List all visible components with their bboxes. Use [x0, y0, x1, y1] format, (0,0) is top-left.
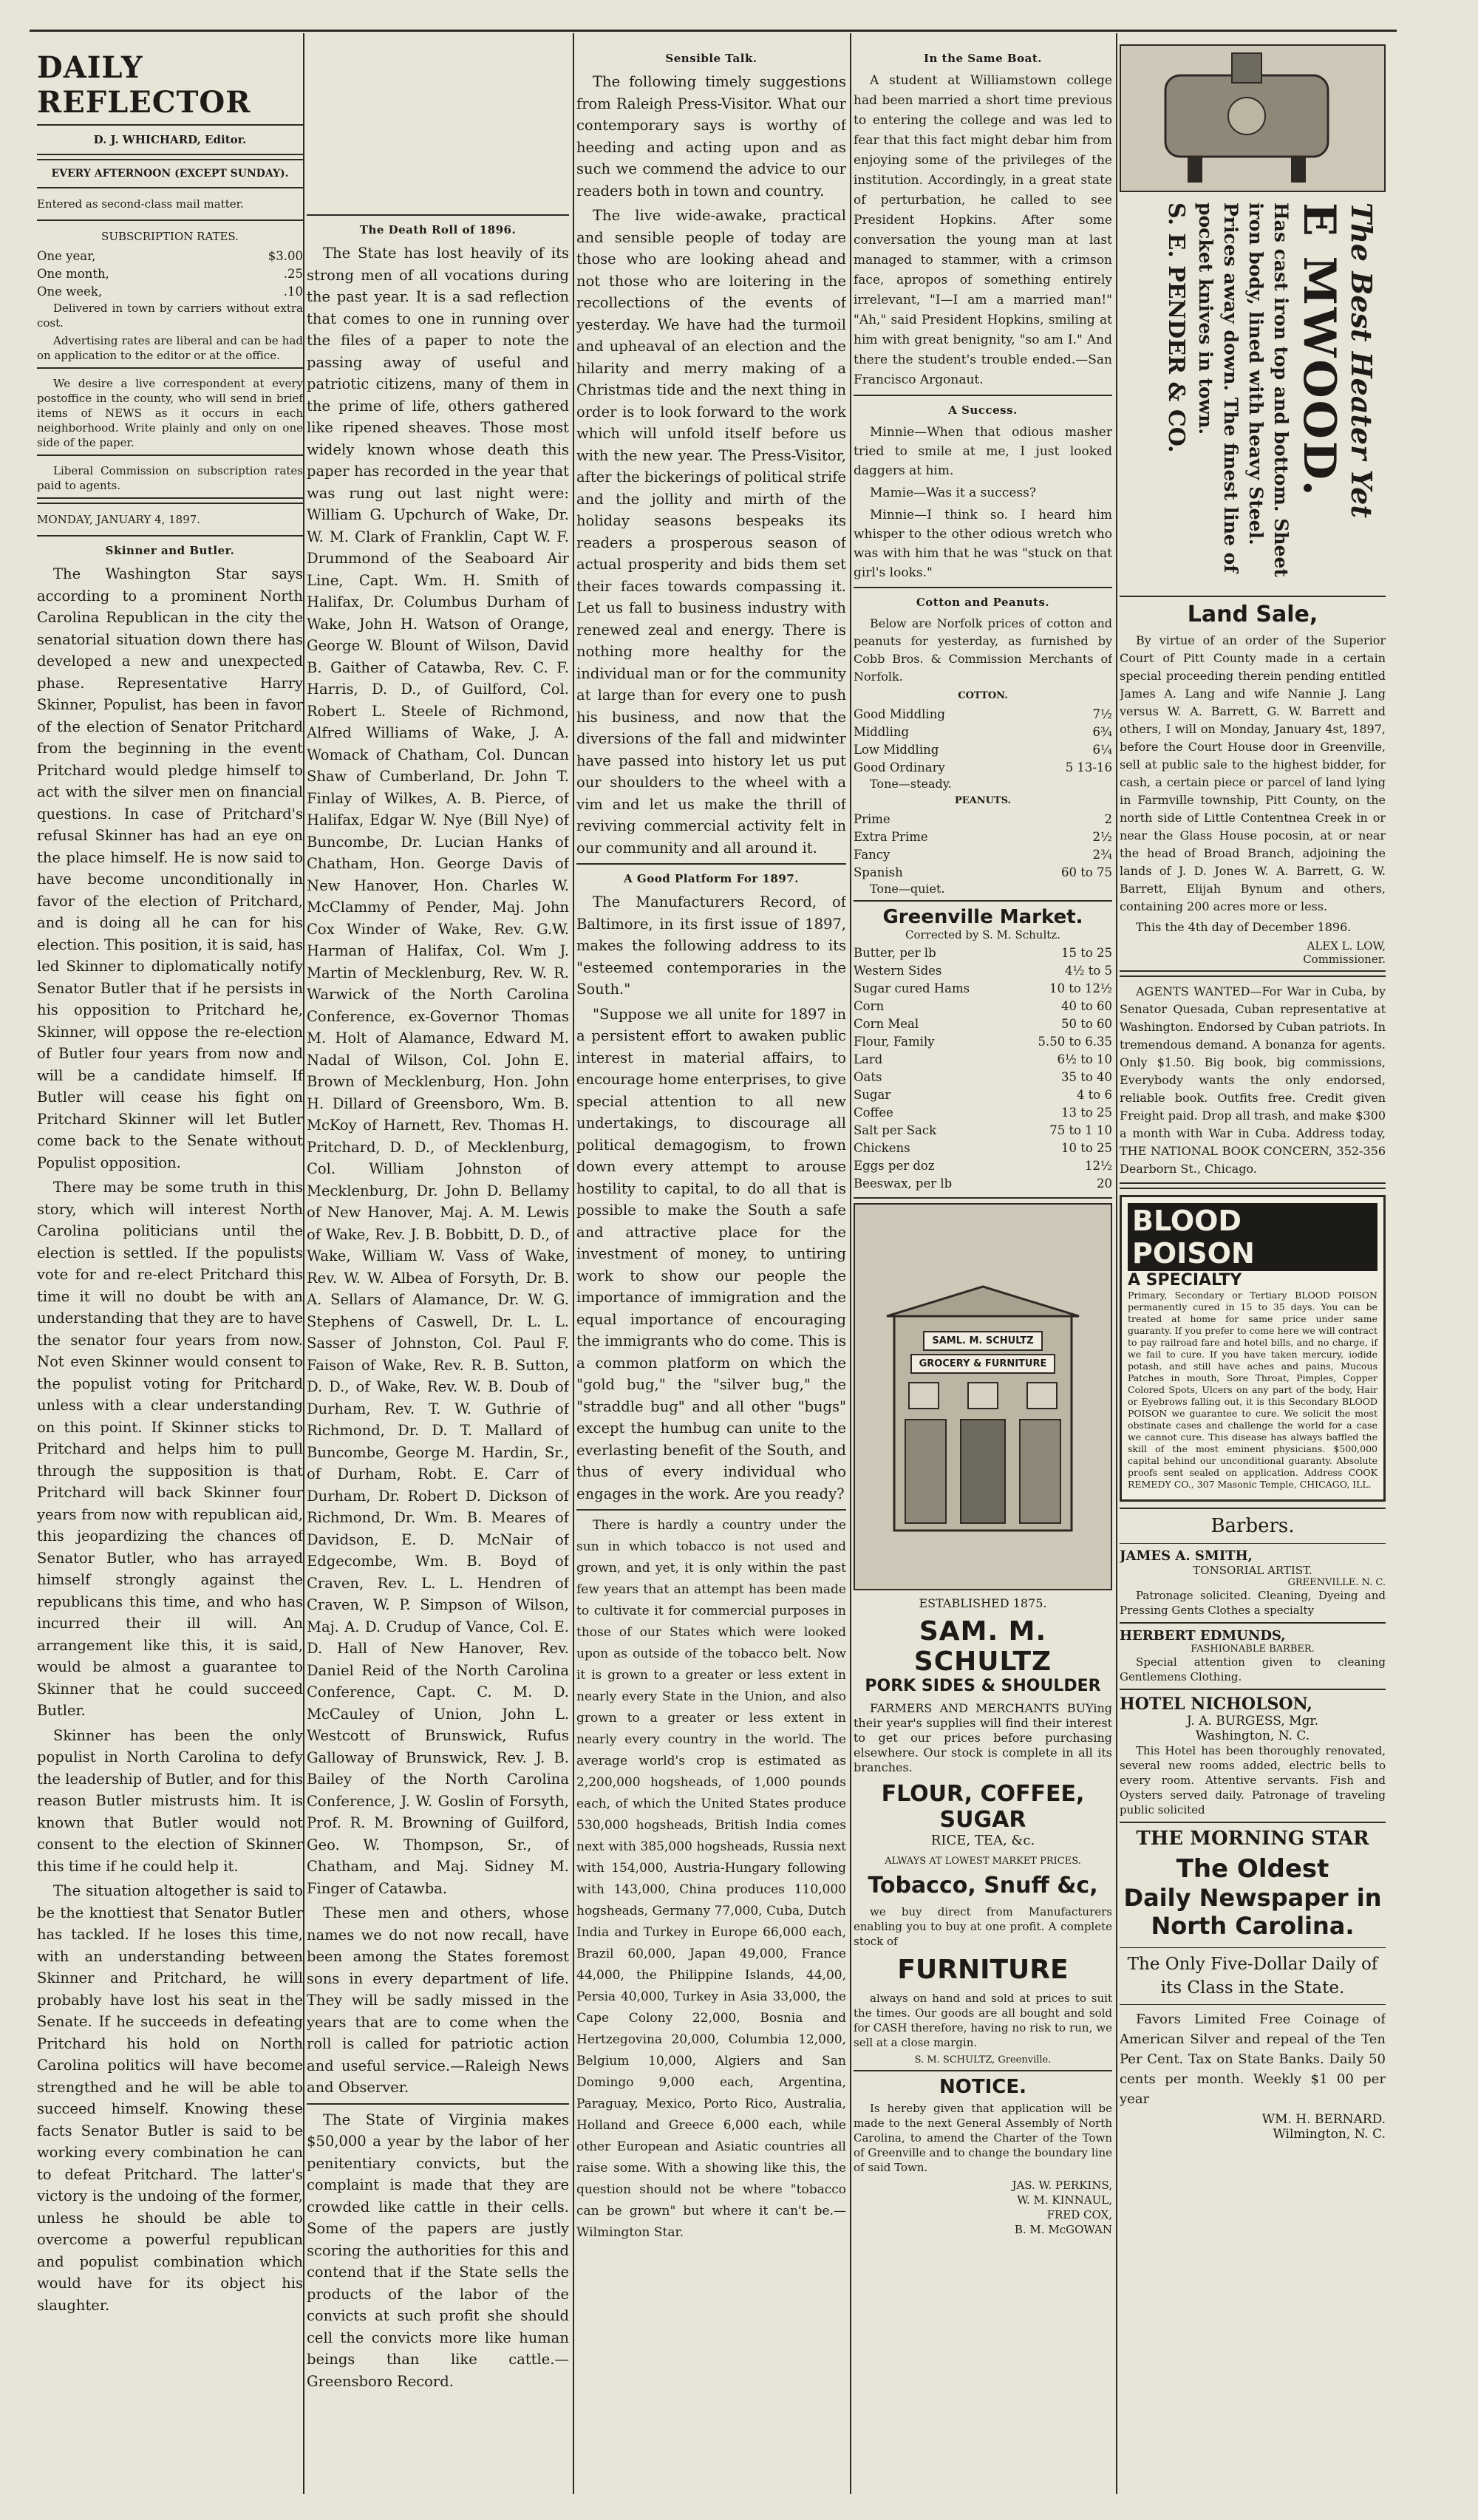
store-sign: SAML. M. SCHULTZ [923, 1331, 1042, 1351]
table-row: Extra Prime 2½ [854, 830, 1112, 844]
article-title: The Death Roll of 1896. [359, 223, 517, 236]
schultz-sig: S. M. SCHULTZ, Greenville. [914, 2054, 1052, 2066]
schultz-rice: RICE, TEA, &c. [930, 1833, 1035, 1848]
morning-star-title: THE MORNING STAR [1136, 1828, 1369, 1850]
table-row: Butter, per lb 15 to 25 [854, 946, 1112, 960]
subscription-heading: SUBSCRIPTION RATES. [101, 230, 239, 243]
barbers-title: Barbers. [1210, 1515, 1295, 1537]
article-title: A Good Platform For 1897. [624, 872, 799, 885]
table-row: Western Sides 4½ to 5 [854, 964, 1112, 978]
heater-line-3: Has cast iron top and bottom. Sheet iron body, lined with heavy Steel. Prices away down. The finest line of pocket knives in town. [1195, 202, 1292, 577]
land-sale-signer: ALEX L. LOW, [1307, 939, 1386, 953]
signer: B. M. McGOWAN [1014, 2223, 1112, 2236]
editor-line: D. J. WHICHARD, Editor. [93, 133, 247, 146]
table-row: Chickens 10 to 25 [854, 1141, 1112, 1155]
article-paragraph: The Washington Star says according to a prominent North Carolina Republican in the city the senatorial situation down there has developed a new and unexpected phase. Representative Harry Skinner, Populist, has been in favor of the election of Senator Pritchard from the beginning in the event Pritchard would pledge himself to act with the silver men on financial questions. In case of Pritchard's refusal Skinner has had an eye on the place himself. He is now said to have become unconditionally in favor of the election of Pritchard, and is doing all he can for his election. This position, it is said, has led Skinner to diplomatically notify Senator Butler that if he persists in his opposition to Pritchard he, Skinner, will oppose the re-election of Butler four years from now and will be a candidate himself. If Butler will cease his fight on Pritchard Skinner will let Butler come back to the Senate without Populist opposition. [37, 565, 303, 1171]
column-5 [1120, 44, 1386, 2490]
heater-text [1120, 192, 1386, 591]
barber-smith-role: TONSORIAL ARTIST. [1193, 1564, 1312, 1577]
schultz-ad [854, 1203, 1112, 2066]
article-paragraph: Minnie—I think so. I heard him whisper to the other odious wretch who was with him that he was "stuck on that girl's looks." [854, 508, 1112, 580]
table-row: Prime 2 [854, 812, 1112, 826]
table-row: Lard 6½ to 10 [854, 1052, 1112, 1066]
heater-line-4: S. E. PENDER & CO. [1163, 202, 1189, 453]
morning-star-oldest: The Oldest [1176, 1854, 1329, 1884]
table-row: Spanish 60 to 75 [854, 865, 1112, 879]
rate-row: One month, .25 [37, 267, 303, 281]
greenville-market-by: Corrected by S. M. Schultz. [905, 928, 1060, 941]
dateline: MONDAY, JANUARY 4, 1897. [37, 513, 201, 526]
heater-illustration [1120, 44, 1386, 192]
column-rule [303, 33, 304, 2494]
article-paragraph: Minnie—When that odious masher tried to smile at me, I just looked daggers at him. [854, 425, 1112, 478]
stove-icon [1121, 46, 1384, 191]
morning-star-favors: Favors Limited Free Coinage of American Silver and repeal of the Ten Per Cent. Tax on State Banks. Daily 50 cents per month. Weekly $1 00 per year [1120, 2012, 1386, 2107]
notice-title: NOTICE. [939, 2076, 1026, 2098]
article-paragraph: The situation altogether is said to be the knottiest that Senator Butler has tackled. If he loses this time, with an understanding between Skinner and Pritchard, he will probably have lost his seat in the Senate. If he succeeds in defeating Pritchard his hold on North Carolina politics will have become strengthed and he will be able to succeed himself. Knowing these facts Senator Butler is said to be working every combination he can to defeat Pritchard. The latter's victory is the undoing of the former, unless he should be able to overcome a powerful republican and populist combination which would have for its object his slaughter. [37, 1882, 303, 2314]
entered-line: Entered as second-class mail matter. [37, 197, 244, 211]
blood-poison-title: BLOOD POISON [1128, 1203, 1377, 1271]
article-title: Sensible Talk. [665, 52, 757, 65]
table-row: Good Ordinary 5 13-16 [854, 760, 1112, 774]
article-paragraph: A student at Williamstown college had been married a short time previous to entering the college and was led to fear that this fact might debar him from enjoying some of the privileges of the institution. Accordingly, in a great state of perturbation, he called to see President Hopkins. After some conversation the young man at last managed to stammer, with a crimson face, apropos of something entirely irrelevant, "I—I am a married man!" "Ah," said President Hopkins, smiling at him with great benignity, "so am I." And there the student's trouble ended.—San Francisco Argonaut. [854, 73, 1112, 387]
table-row: Sugar 4 to 6 [854, 1088, 1112, 1102]
cotton-heading: COTTON. [958, 690, 1008, 701]
cotton-table [854, 706, 1112, 777]
store-illustration [854, 1203, 1112, 1590]
article-paragraph: Skinner has been the only populist in North Carolina to defy the leadership of Butler, and for this reason Butler mistrusts him. It is known that Butler would not consent to the election of Skinner this time if he could help it. [37, 1726, 303, 1875]
signer: FRED COX, [1046, 2208, 1112, 2221]
schultz-tobacco: Tobacco, Snuff &c, [868, 1873, 1098, 1898]
land-sale-text: By virtue of an order of the Superior Court of Pitt County made in a certain special proceeding therein pending entitled James A. Lang and wife Nannie J. Lang versus W. A. Barrett, G. W. Barrett and others, I will on Monday, January 4st, 1897, before the Court House door in Greenville, sell at public sale to the highest bidder, for cash, a certain piece or parcel of land lying in Farmville township, Pitt County, on the north side of Little Contentnea Creek in or near the Glass House pocosin, at or near the head of Broad Branch, adjoining the lands of J. D. Jones W. A. Barrett, G. W. Barrett, Elijah Bynum and others, containing 200 acres more or less. [1120, 633, 1386, 913]
table-row: Coffee 13 to 25 [854, 1106, 1112, 1120]
schedule-line: EVERY AFTERNOON (EXCEPT SUNDAY). [51, 168, 289, 180]
signer: W. M. KINNAUL, [1017, 2193, 1112, 2207]
commission-note: Liberal Commission on subscription rates paid to agents. [37, 464, 303, 492]
schultz-furniture: FURNITURE [897, 1955, 1069, 1985]
hotel-text: This Hotel has been thoroughly renovated, several new rooms added, electric bells to every room. Attentive servants. Fish and Oysters served daily. Patronage of traveling public solicited [1120, 1744, 1386, 1816]
heater-line-2: E MWOOD. [1293, 202, 1345, 498]
land-sale-role: Commissioner. [1303, 953, 1386, 966]
column-rule [1116, 33, 1117, 2494]
morning-star-town: Wilmington, N. C. [1273, 2127, 1386, 2142]
cotton-tone: Tone—steady. [870, 777, 952, 791]
table-row: Corn 40 to 60 [854, 999, 1112, 1013]
article-paragraph: The State of Virginia makes $50,000 a year by the labor of her penitentiary convicts, but the complaint is made that they are crowded like cattle in their cells. Some of the papers are justly scoring the authorities for this and contend that if the State sells the products of the labor of the convicts at such profit she should cell the convicts more like human beings than like cattle.—Greensboro Record. [307, 2111, 569, 2390]
barber-edmunds-role: FASHIONABLE BARBER. [1191, 1644, 1315, 1655]
blood-poison-specialty: A SPECIALTY [1128, 1271, 1242, 1290]
article-paragraph: Mamie—Was it a success? [870, 486, 1036, 500]
schultz-buy: we buy direct from Manufacturers enabling you to buy at one profit. A complete stock of [854, 1905, 1112, 1948]
peanuts-tone: Tone—quiet. [870, 882, 945, 896]
column-3 [576, 44, 846, 2490]
store-sign-sub: GROCERY & FURNITURE [910, 1354, 1056, 1374]
schultz-name: SAM. M. SCHULTZ [913, 1616, 1052, 1677]
morning-star-nc: North Carolina. [1151, 1912, 1355, 1940]
correspondent-note: We desire a live correspondent at every postoffice in the county, who will send in brief items of NEWS as it occurs in each neighborhood. Write plainly and only on one side of the paper. [37, 377, 303, 449]
rate-row: One year, $3.00 [37, 249, 303, 263]
peanuts-heading: PEANUTS. [954, 795, 1012, 806]
market-intro: Below are Norfolk prices of cotton and peanuts for yesterday, as furnished by Cobb Bros. & Commission Merchants of Norfolk. [854, 616, 1112, 684]
table-row: Low Middling 6¼ [854, 743, 1112, 757]
column-1 [37, 44, 303, 2490]
greenville-table [854, 944, 1112, 1193]
table-row: Sugar cured Hams 10 to 12½ [854, 981, 1112, 995]
table-row: Middling 6¾ [854, 725, 1112, 739]
morning-star-only: The Only Five-Dollar Daily of its Class in the State. [1127, 1955, 1378, 1998]
schultz-flour: FLOUR, COFFEE, SUGAR [881, 1781, 1085, 1833]
rate-row: One week, .10 [37, 285, 303, 299]
market-title: Cotton and Peanuts. [916, 596, 1050, 609]
table-row: Fancy 2¾ [854, 848, 1112, 862]
article-title: A Success. [948, 403, 1018, 417]
heater-ad [1120, 44, 1386, 591]
morning-star-sig: WM. H. BERNARD. [1261, 2112, 1386, 2127]
heater-line-1: The Best Heater Yet [1345, 202, 1378, 519]
morning-star-daily: Daily Newspaper in [1123, 1884, 1382, 1912]
delivery-note: Delivered in town by carriers without extra cost. [37, 302, 303, 330]
article-paragraph: "Suppose we all unite for 1897 in a persistent effort to awaken public interest in material affairs, to encourage home enterprises, to give special attention to all new undertakings, to discourage all political demagogism, to frown down every attempt to arouse hostility to capital, to do all that is possible to make the South a safe and attractive place for the investment of money, to untiring work to show our people the importance of immigration and the equal importance of encouraging the immigrants who do come. This is a common platform on which the "gold bug," the "silver bug," the "straddle bug" and all other "bugs" except the humbug can unite to the everlasting benefit of the South, and thus of every individual who engages in the work. Are you ready? [576, 1005, 846, 1502]
blood-poison-text: Primary, Secondary or Tertiary BLOOD POISON permanently cured in 15 to 35 days. You can be treated at home for same price under same guaranty. If you prefer to come here we will contract to pay railroad fare and hotel bills, and no charge, if we fail to cure. If you have taken mercury, iodide potash, and still have aches and pains, Mucous Patches in mouth, Sore Throat, Pimples, Copper Colored Spots, Ulcers on any part of the body, Hair or Eyebrows falling out, it is this Secondary BLOOD POISON we guarantee to cure. We solicit the most obstinate cases and challenge the world for a case we cannot cure. This disease has always baffled the skill of the most eminent physicians. $500,000 capital behind our unconditional guaranty. Absolute proofs sent sealed on application. Address COOK REMEDY CO., 307 Masonic Temple, CHICAGO, ILL. [1128, 1290, 1377, 1490]
schultz-hand: always on hand and sold at prices to suit the times. Our goods are all bought and sold for CASH therefore, having no risk to run, we sell at a close margin. [854, 1992, 1112, 2049]
notice-text: Is hereby given that application will be made to the next General Assembly of North Carolina, to amend the Charter of the Town of Greenville and to change the boundary line of said Town. [854, 2102, 1112, 2174]
established-line: ESTABLISHED 1875. [919, 1596, 1047, 1610]
hotel-manager: J. A. BURGESS, Mgr. [1186, 1714, 1319, 1729]
table-row: Flour, Family 5.50 to 6.35 [854, 1035, 1112, 1049]
schultz-lowest: ALWAYS AT LOWEST MARKET PRICES. [885, 1856, 1081, 1867]
table-row: Corn Meal 50 to 60 [854, 1017, 1112, 1031]
column-rule [850, 33, 851, 2494]
article-paragraph: These men and others, whose names we do not now recall, have been among the States foremost sons in every department of life. They will be sadly missed in the years that are to come when the roll is called for patriotic action and useful service.—Raleigh News and Observer. [307, 1904, 569, 2096]
column-2 [307, 44, 569, 2490]
greenville-market-title: Greenville Market. [882, 906, 1083, 928]
article-title: Skinner and Butler. [105, 544, 235, 557]
table-row: Good Middling 7½ [854, 707, 1112, 721]
column-4 [854, 44, 1112, 2490]
table-row: Beeswax, per lb 20 [854, 1176, 1112, 1191]
land-sale-date: This the 4th day of December 1896. [1136, 920, 1352, 934]
table-row: Eggs per doz 12½ [854, 1159, 1112, 1173]
notice-signers [854, 2178, 1112, 2237]
table-row: Oats 35 to 40 [854, 1070, 1112, 1084]
barber-smith-name: JAMES A. SMITH, [1120, 1548, 1253, 1564]
barber-edmunds-text: Special attention given to cleaning Gentlemens Clothing. [1120, 1655, 1386, 1683]
peanuts-table [854, 811, 1112, 882]
storefront-icon [872, 1272, 1094, 1538]
article-paragraph: There may be some truth in this story, which will interest North Carolina politicians until the election is settled. If the populists vote for and re-elect Pritchard this time it will no doubt be with an understanding that they are to have the senator four years from now. Not even Skinner would consent to the populist voting for Pritchard unless with a clear understanding on this point. If Skinner sticks to Pritchard and helps him to pull through the supposition is that Pritchard will back Skinner four years from now with republican aid, this jeopardizing the chances of Senator Butler, who has arrayed himself strongly against the republicans this time, and who has incurred their ill will. An arrangement like this, it is said, would be almost a guarantee to Skinner that he could succeed Butler. [37, 1179, 303, 1719]
agents-wanted: AGENTS WANTED—For War in Cuba, by Senator Quesada, Cuban representative at Washington. Endorsed by Cuban patriots. In tremendous demand. A bonanza for agents. Only $1.50. Big book, big commissions, Everybody wants the only endorsed, reliable book. Outfits free. Credit given Freight paid. Drop all trash, and make $300 a month with War in Cuba. Address today, THE NATIONAL BOOK CONCERN, 352-356 Dearborn St., Chicago. [1120, 984, 1386, 1176]
advertising-note: Advertising rates are liberal and can be had on application to the editor or at the office. [37, 334, 303, 362]
top-rule [30, 30, 1397, 32]
table-row: Salt per Sack 75 to 1 10 [854, 1123, 1112, 1137]
hotel-town: Washington, N. C. [1195, 1729, 1310, 1743]
column-rule [573, 33, 574, 2494]
article-title: In the Same Boat. [924, 52, 1042, 65]
barber-smith-town: GREENVILLE. N. C. [1287, 1577, 1386, 1588]
subscription-rates [37, 248, 303, 301]
signer: JAS. W. PERKINS, [1012, 2179, 1112, 2192]
article-paragraph: There is hardly a country under the sun in which tobacco is not used and grown, and yet, it is only within the past few years that an attempt has been made to cultivate it for commercial purposes in those of our States which were looked upon as outside of the tobacco belt. Now it is grown to a greater or less extent in nearly every State in the Union, and also grown to a greater or less extent in nearly every country in the world. The average world's crop is estimated as 2,200,000 hogsheads, of 1,000 pounds each, of which the United States produce 530,000 hogsheads, British India comes next with 385,000 hogsheads, Russia next with 154,000, Austria-Hungary following with 143,000, China produces 110,000 hogsheads, Germany 77,000, Cuba, Dutch India and Turkey in Europe 66,000 each, Brazil 60,000, Japan 49,000, France 44,000, the Philippine Islands, 44,00, Persia 40,000, Turkey in Asia 33,000, the Cape Colony 22,000, Bosnia and Hertzegovina 20,000, Columbia 12,000, Belgium 10,000, Algiers and San Domingo 9,000 each, Argentina, Paraguay, Mexico, Porto Rico, Australia, Holland and Greece 6,000 each, while other European and Asiatic countries all raise some. With a showing like this, the question should not be where "tobacco can be grown" but where it can't be.—Wilmington Star. [576, 1518, 846, 2240]
barber-smith-text: Patronage solicited. Cleaning, Dyeing and Pressing Gents Clothes a specialty [1120, 1589, 1386, 1617]
article-paragraph: The live wide-awake, practical and sensible people of today are those who are looking ahead and not those who are loitering in the recollections of the events of yesterday. We have had the turmoil and upheaval of an election and the hilarity and merry making of a Christmas tide and the next thing in order is to look forward to the work which will unfold itself before us with the new year. The Press-Visitor, after the bickerings of political strife and the jollity and mirth of the holiday seasons bespeaks its readers a prosperous season of actual prosperity and bids them set their faces towards compassing it. Let us fall to business industry with renewed zeal and energy. There is nothing more healthy for the individual man or for the community at large than for every one to push his business, and now that the diversions of the fall and midwinter have passed into history let us put our shoulders to the wheel with a vim and let us make the thrill of reviving commercial activity felt in our community and all around it. [576, 207, 846, 857]
schultz-tagline: PORK SIDES & SHOULDER [865, 1677, 1101, 1695]
land-sale-title: Land Sale, [1187, 602, 1318, 627]
masthead-title: DAILY REFLECTOR [37, 50, 251, 120]
hotel-name: HOTEL NICHOLSON, [1120, 1695, 1312, 1714]
article-paragraph: The Manufacturers Record, of Baltimore, in its first issue of 1897, makes the following address to its "esteemed contemporaries in the South." [576, 893, 846, 998]
article-paragraph: The following timely suggestions from Raleigh Press-Visitor. What our contemporary says is worthy of heeding and acting upon and as such we commend the advice to our readers both in town and country. [576, 73, 846, 200]
article-paragraph: The State has lost heavily of its strong men of all vocations during the past year. It is a sad reflection that comes to one in running over the files of a paper to note the passing away of useful and patriotic citizens, many of them in the prime of life, others gathered like ripened sheaves. Those most widely known whose death this paper has recorded in the year that was rung out last night were: William G. Upchurch of Wake, Dr. W. M. Clark of Franklin, Capt W. F. Drummond of the Seaboard Air Line, Capt. Wm. H. Smith of Halifax, Dr. Columbus Durham of Wake, John H. Watson of Orange, George W. Blount of Wilson, David B. Gaither of Catawba, Rev. C. F. Harris, D. D., of Guilford, Col. Robert L. Steele of Richmond, Alfred Williams of Wake, J. A. Womack of Chatham, Col. Duncan Shaw of Cumberland, Dr. John T. Finlay of Wilkes, A. B. Pierce, of Halifax, Edgar W. Nye (Bill Nye) of Buncombe, Dr. Lucian Hanks of Chatham, Hon. George Davis of New Hanover, Hon. Charles W. McClammy of Pender, Maj. John Cox Winder of Wake, Rev. G.W. Harman of Halifax, Col. Wm J. Martin of Mecklenburg, Rev. W. R. Warwick of the North Carolina Conference, ex-Governor Thomas M. Holt of Alamance, Edward M. Nadal of Wilson, Col. John E. Brown of Mecklenburg, Hon. John H. Dillard of Greensboro, Wm. B. McKoy of Harnett, Rev. Thomas H. Pritchard, D. D., of Mecklenburg, Col. William Johnston of Mecklenburg, Dr. John D. Bellamy of New Hanover, Maj. A. M. Lewis of Wake, Rev. J. B. Bobbitt, D. D., of Wake, William W. Vass of Wake, Rev. W. W. Albea of Forsyth, Dr. B. A. Sellars of Alamance, Dr. W. G. Stephens of Caswell, Dr. L. L. Sasser of Johnston, Col. Paul F. Faison of Wake, Rev. R. B. Sutton, D. D., of Wake, Rev. W. B. Doub of Durham, Rev. T. W. Guthrie of Richmond, Dr. D. T. Mallard of Buncombe, George M. Hardin, Sr., of Durham, Robt. E. Carr of Durham, Dr. Robert D. Dickson of Richmond, Dr. Wm. B. Meares of Davidson, E. D. McNair of Edgecombe, Wm. B. Boyd of Craven, Rev. L. L. Hendren of Craven, W. P. Simpson of Wilson, Maj. A. D. Crudup of Vance, Col. E. D. Hall of New Hanover, Rev. Daniel Reid of the North Carolina Conference, Capt. C. M. D. McCauley of Union, John L. Westcott of Brunswick, Rufus Galloway of Brunswick, Rev. J. B. Bailey of the North Carolina Conference, J. W. Goslin of Forsyth, Prof. R. M. Browning of Guilford, Geo. W. Thompson, Sr., of Chatham, and Maj. Sidney M. Finger of Catawba. [307, 245, 569, 1897]
blood-poison-ad [1120, 1195, 1386, 1502]
barber-edmunds-name: HERBERT EDMUNDS, [1120, 1628, 1286, 1644]
schultz-farmers: FARMERS AND MERCHANTS BUYing their year's supplies will find their interest to get our prices before purchasing elsewhere. Our stock is complete in all its branches. [854, 1701, 1112, 1774]
